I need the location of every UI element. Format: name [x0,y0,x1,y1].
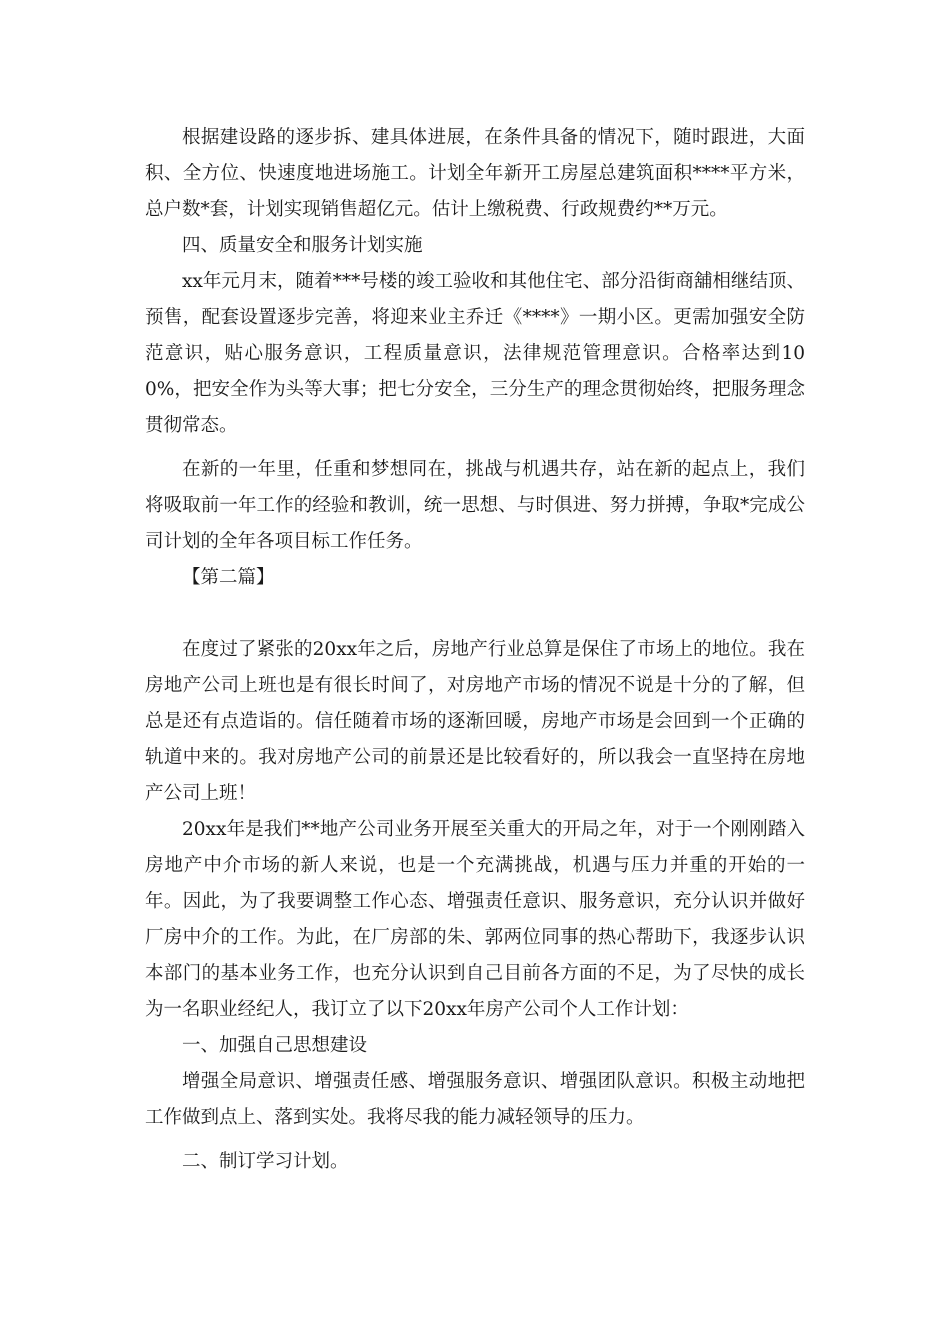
spacer [145,596,805,632]
heading-study-plan: 二、制订学习计划。 [182,1151,349,1172]
paragraph-market-intro: 在度过了紧张的20xx年之后，房地产行业总算是保住了市场上的地位。我在房地产公司上班也是有很长时间了，对房地产市场的情况不说是十分的了解，但总是还有点造诣的。信任随着市场的逐渐回暖，房地产市场是会回到一个正确的轨道中来的。我对房地产公司的前景还是比较看好的，所以我会一直坚持在房地产公司上班！ [145,639,805,804]
paragraph-quality-safety: xx年元月末，随着***号楼的竣工验收和其他住宅、部分沿街商舖相继结顶、预售，配套设置逐步完善，将迎来业主乔迁《****》一期小区。更需加强安全防范意识，贴心服务意识，工程质量意识，法律规范管理意识。合格率达到100%，把安全作为头等大事；把七分安全，三分生产的理念贯彻始终，把服务理念贯彻常态。 [145,271,805,436]
paragraph-thought-building: 增强全局意识、增强责任感、增强服务意识、增强团队意识。积极主动地把工作做到点上、落到实处。我将尽我的能力减轻领导的压力。 [145,1071,805,1128]
spacer [145,1136,805,1144]
paragraph-work-plan-intro: 20xx年是我们**地产公司业务开展至关重大的开局之年，对于一个刚刚踏入房地产中介市场的新人来说，也是一个充满挑战，机遇与压力并重的开始的一年。因此，为了我要调整工作心态、增强责任意识、服务意识，充分认识并做好厂房中介的工作。为此，在厂房部的朱、郭两位同事的热心帮助下，我逐步认识本部门的基本业务工作，也充分认识到自己目前各方面的不足，为了尽快的成长为一名职业经纪人，我订立了以下20xx年房产公司个人工作计划： [145,819,805,1020]
spacer [145,444,805,452]
document-page [145,120,805,1180]
paragraph-construction-plan: 根据建设路的逐步拆、建具体进展，在条件具备的情况下，随时跟进，大面积、全方位、快速度地进场施工。计划全年新开工房屋总建筑面积****平方米，总户数*套，计划实现销售超亿元。估计上缴税费、行政规费约**万元。 [145,127,805,220]
paragraph-new-year: 在新的一年里，任重和梦想同在，挑战与机遇共存，站在新的起点上，我们将吸取前一年工作的经验和教训，统一思想、与时俱进、努力拼搏，争取*完成公司计划的全年各项目标工作任务。 [145,459,805,552]
section-title-second: 【第二篇】 [182,567,275,588]
heading-thought-building: 一、加强自己思想建设 [182,1035,368,1056]
heading-quality-safety: 四、质量安全和服务计划实施 [182,235,423,256]
